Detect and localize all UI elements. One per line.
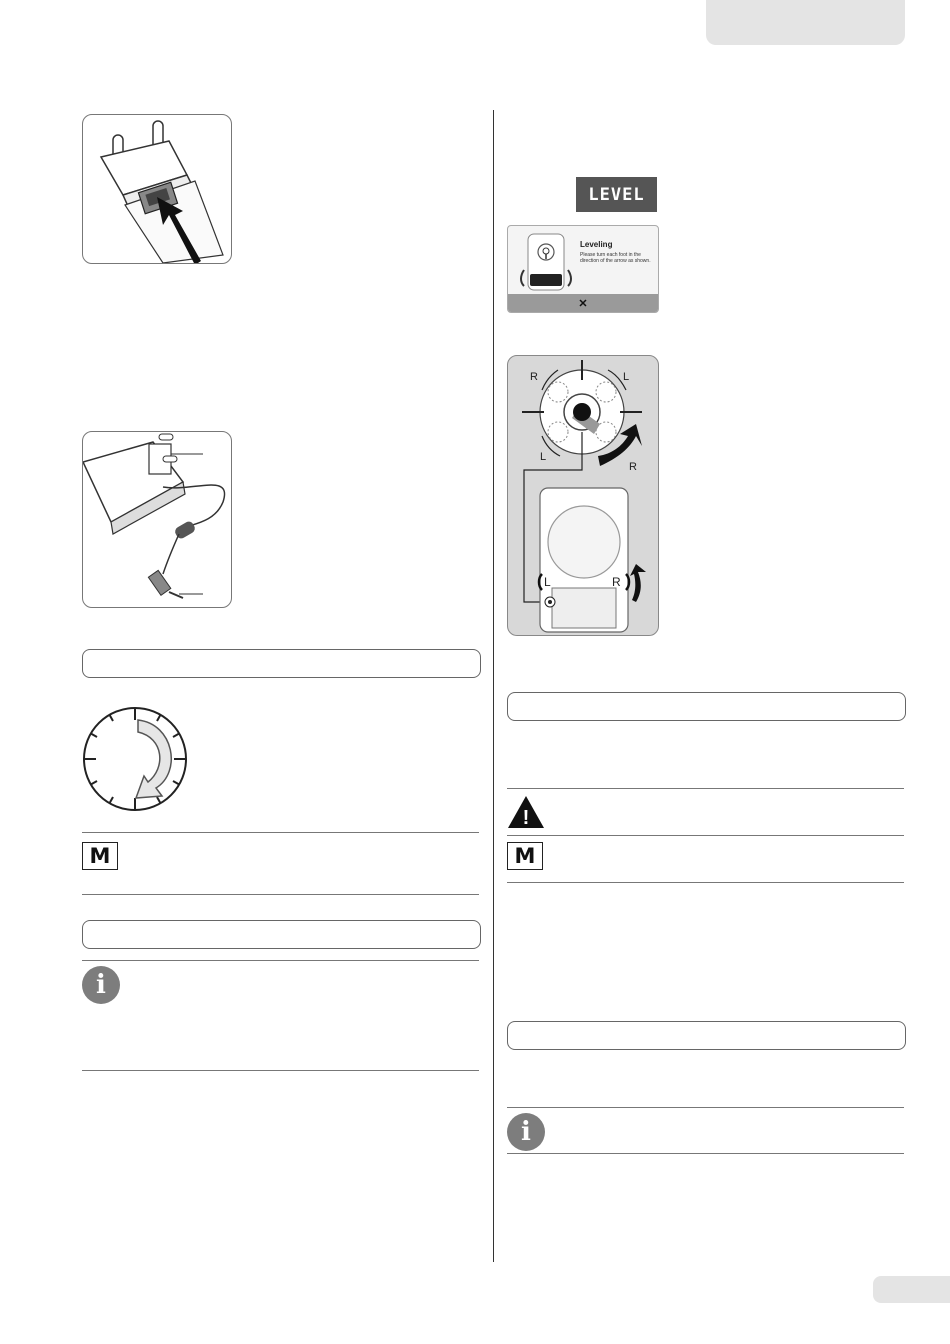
leveling-popup — [507, 225, 659, 313]
warning-top-rule — [507, 788, 904, 789]
info-top-rule — [507, 1107, 904, 1108]
level-display: LEVEL — [576, 177, 657, 212]
warning-bottom-rule — [507, 835, 904, 836]
level-label-l-foot: L — [544, 575, 551, 589]
level-label-r-top: R — [530, 371, 538, 383]
note-top-rule — [82, 832, 479, 833]
adapter-cable-icon — [83, 432, 231, 607]
info-icon: i — [82, 966, 120, 1004]
scale-leveling-icon — [514, 230, 576, 296]
clock-rotate-icon — [82, 706, 188, 812]
column-divider — [493, 110, 494, 1262]
warning-symbol: ! — [522, 807, 530, 829]
level-feet-diagram — [507, 355, 659, 636]
level-label-r-foot: R — [612, 575, 621, 589]
note-bottom-rule — [507, 882, 904, 883]
level-label-l-bottom: L — [540, 451, 547, 463]
manual-mode-badge: M — [82, 842, 118, 870]
section-header-bar — [82, 649, 481, 678]
info-bottom-rule — [82, 1070, 479, 1071]
leveling-feet-icon — [508, 356, 658, 635]
level-label-l-top: L — [623, 371, 630, 383]
leveling-title: Leveling — [580, 240, 613, 249]
info-top-rule — [82, 960, 479, 961]
warning-icon — [507, 795, 545, 829]
level-label-r-bottom: R — [629, 461, 637, 473]
close-icon[interactable]: ✕ — [578, 297, 588, 310]
manual-mode-badge: M — [507, 842, 543, 870]
info-bottom-rule — [507, 1153, 904, 1154]
page-number-tab — [873, 1276, 950, 1303]
info-icon: i — [507, 1113, 545, 1151]
section-header-bar — [507, 692, 906, 721]
leveling-text: Please turn each foot in the direction of the arrow as shown. — [580, 252, 651, 264]
power-adapter-illustration — [82, 431, 232, 608]
plug-insert-icon — [83, 115, 231, 263]
section-header-bar — [507, 1021, 906, 1050]
page-header-tab — [706, 0, 905, 45]
note-bottom-rule — [82, 894, 479, 895]
section-header-bar — [82, 920, 481, 949]
plug-adapter-illustration — [82, 114, 232, 264]
rotate-clockwise-illustration — [82, 706, 188, 812]
leveling-close-bar[interactable] — [508, 294, 658, 312]
